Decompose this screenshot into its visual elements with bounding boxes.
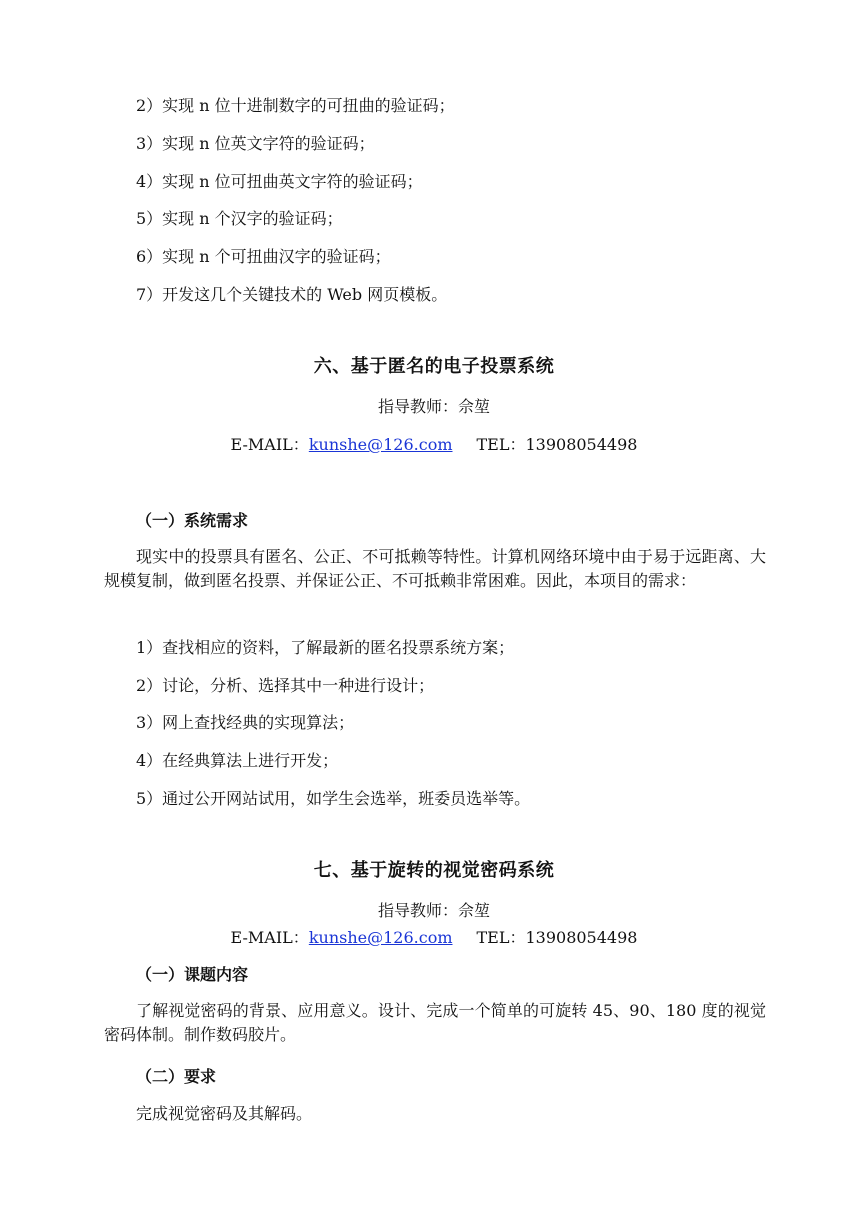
advisor-line: 指导教师：佘堃	[377, 901, 490, 920]
list-item: 5）实现 n 个汉字的验证码；	[136, 209, 343, 228]
list-item: 2）实现 n 位十进制数字的可扭曲的验证码；	[136, 96, 455, 115]
list-item: 3）实现 n 位英文字符的验证码；	[136, 134, 375, 153]
email-link[interactable]: kunshe@126.com	[308, 928, 453, 947]
list-item: 5）通过公开网站试用，如学生会选举，班委员选举等。	[136, 789, 531, 808]
contact-line	[0, 928, 868, 948]
email-link[interactable]: kunshe@126.com	[308, 435, 453, 454]
content-paragraph: 了解视觉密码的背景、应用意义。设计、完成一个简单的可旋转 45、90、180 度的视觉密码体制。制作数码胶片。	[104, 1001, 766, 1044]
list-item: 1）查找相应的资料，了解最新的匿名投票系统方案；	[136, 638, 515, 657]
subsection-heading: （一）课题内容	[136, 965, 249, 984]
subsection-heading: （二）要求	[136, 1067, 217, 1086]
advisor-line: 指导教师：佘堃	[377, 397, 490, 416]
list-item: 7）开发这几个关键技术的 Web 网页模板。	[136, 285, 448, 304]
subsection-heading: （一）系统需求	[136, 511, 249, 530]
list-item: 4）实现 n 位可扭曲英文字符的验证码；	[136, 172, 423, 191]
email-label: E-MAIL：	[230, 928, 309, 947]
tel-text: TEL：13908054498	[476, 928, 638, 947]
list-item: 4）在经典算法上进行开发；	[136, 751, 339, 770]
section-title: 六、基于匿名的电子投票系统	[313, 356, 555, 377]
list-item: 6）实现 n 个可扭曲汉字的验证码；	[136, 247, 391, 266]
list-item: 3）网上查找经典的实现算法；	[136, 713, 355, 732]
list-item: 2）讨论，分析、选择其中一种进行设计；	[136, 676, 435, 695]
contact-line	[0, 435, 868, 455]
email-label: E-MAIL：	[230, 435, 309, 454]
tel-text: TEL：13908054498	[476, 435, 638, 454]
requirement-text: 完成视觉密码及其解码。	[136, 1104, 313, 1123]
requirements-paragraph: 现实中的投票具有匿名、公正、不可抵赖等特性。计算机网络环境中由于易于远距离、大规模复制，做到匿名投票、并保证公正、不可抵赖非常困难。因此，本项目的需求：	[104, 547, 766, 590]
section-title: 七、基于旋转的视觉密码系统	[313, 860, 555, 881]
